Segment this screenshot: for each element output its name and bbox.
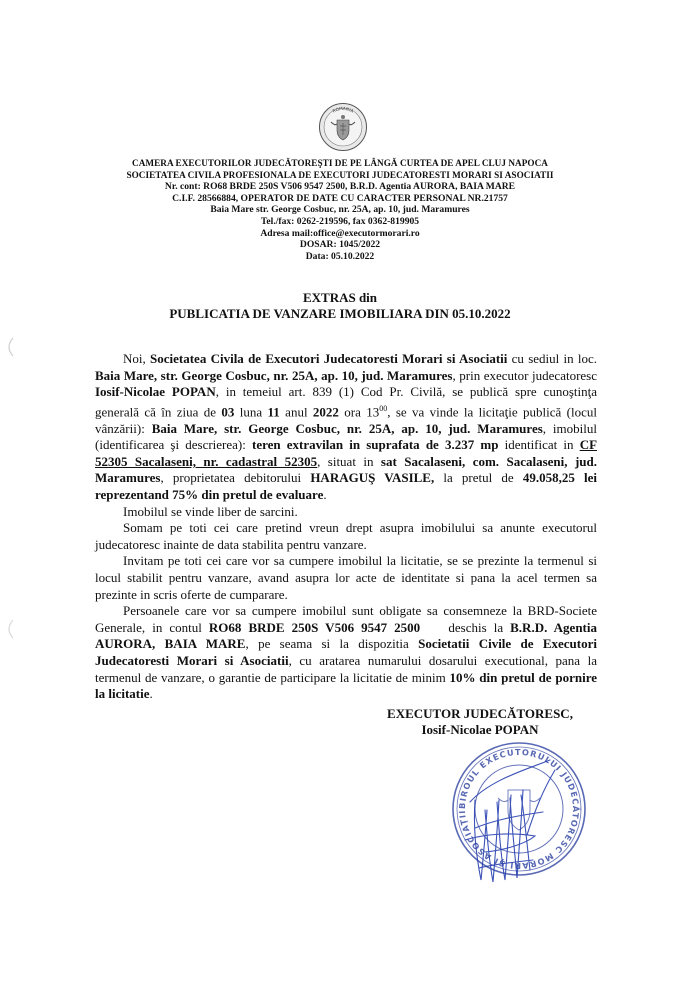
coat-of-arms-emblem — [318, 102, 368, 152]
title-line-1: EXTRAS din — [302, 290, 378, 305]
document-title — [60, 290, 620, 322]
document-body — [95, 351, 597, 703]
letterhead — [60, 158, 620, 262]
scan-margin-mark-bottom — [2, 618, 16, 640]
svg-text:BIROUL EXECUTORULUI JUDECĂTORE: BIROUL EXECUTORULUI JUDECĂTORESC MORARI ŞI ASOCIAŢII — [456, 746, 582, 872]
signatory-role: EXECUTOR JUDECĂTORESC, — [387, 706, 573, 721]
paragraph-deposit: Persoanele care vor sa cumpere imobilul sunt obligate sa consemneze la BRD-Societe Generale, in contul RO68 BRDE 250S V506 9547 2500 deschis la B.R.D. Agentia AURORA, BAIA MARE, pe seama si la dispozitia Societatii Civile de Executori Judecatoresti Morari si Asociatii, cu aratarea numarului dosarului executional, pana la termenul de vanzare, o garantie de participare la licitatie de minim 10% din pretul de pornire la licitatie. — [95, 603, 598, 702]
email-address: Adresa mail:office@executormorari.ro — [260, 227, 420, 239]
file-number: DOSAR: 1045/2022 — [299, 239, 381, 251]
document-date: Data: 05.10.2022 — [305, 250, 375, 262]
cif-operator: C.I.F. 28566884, OPERATOR DE DATE CU CARACTER PERSONAL NR.21757 — [172, 192, 508, 204]
svg-text:ROMANIA: ROMANIA — [331, 105, 355, 114]
chamber-name: CAMERA EXECUTORILOR JUDECĂTOREŞTI DE PE LÂNGĂ CURTEA DE APEL CLUJ NAPOCA — [132, 158, 548, 168]
signature-block — [380, 706, 580, 738]
title-line-2: PUBLICATIA DE VANZARE IMOBILIARA DIN 05.10.2022 — [169, 306, 511, 321]
paragraph-announcement: Noi, Societatea Civila de Executori Judecatoresti Morari si Asociatii cu sediul in loc. Baia Mare, str. George Cosbuc, nr. 25A, ap. 10, jud. Maramures, prin executor judecatoresc Iosif-Nicolae POPAN, in temeiul art. 839 (1) Cod Pr. Civilă, se publică spre cunoştinţa generală că în ziua de 03 luna 11 anul 2022 ora $13^{00}$, se va vinde la licitaţie publică (locul vânzării): Baia Mare, str. George Cosbuc, nr. 25A, ap. 10, jud. Maramures, imobilul (identificarea şi descrierea): teren extravilan in suprafata de 3.237 mp identificat in CF 52305 Sacalaseni, nr. cadastral 52305, situat in sat Sacalaseni, com. Sacalaseni, jud. Maramures, proprietatea debitorului HARAGUŞ VASILE, la pretul de 49.058,25 lei reprezentand 75% din pretul de evaluare. — [95, 351, 598, 503]
signatory-name: Iosif-Nicolae POPAN — [421, 722, 539, 737]
phone-fax: Tel./fax: 0262-219596, fax 0362-819905 — [260, 215, 420, 227]
paragraph-summons: Somam pe toti cei care pretind vreun drept asupra imobilului sa anunte executorul judecatoresc inainte de data stabilita pentru vanzare. — [95, 520, 597, 552]
society-name: SOCIETATEA CIVILA PROFESIONALA DE EXECUTORI JUDECATORESTI MORARI SI ASOCIATII — [126, 169, 554, 180]
bank-account: Nr. cont: RO68 BRDE 250S V506 9547 2500, B.R.D. Agentia AURORA, BAIA MARE — [164, 181, 516, 193]
scan-margin-mark-top — [2, 336, 16, 358]
office-address: Baia Mare str. George Cosbuc, nr. 25A, ap. 10, jud. Maramures — [210, 204, 470, 216]
paragraph-invitation: Invitam pe toti cei care vor sa cumpere imobilul la licitatie, se se prezinte la termenul si locul stabilit pentru vanzare, avand asupra lor acte de identitate si pana la acel termen sa prezinte in scris oferte de cumparare. — [95, 553, 597, 602]
paragraph-no-encumbrances: Imobilul se vinde liber de sarcini. — [123, 503, 298, 519]
handwritten-signature — [455, 740, 565, 885]
